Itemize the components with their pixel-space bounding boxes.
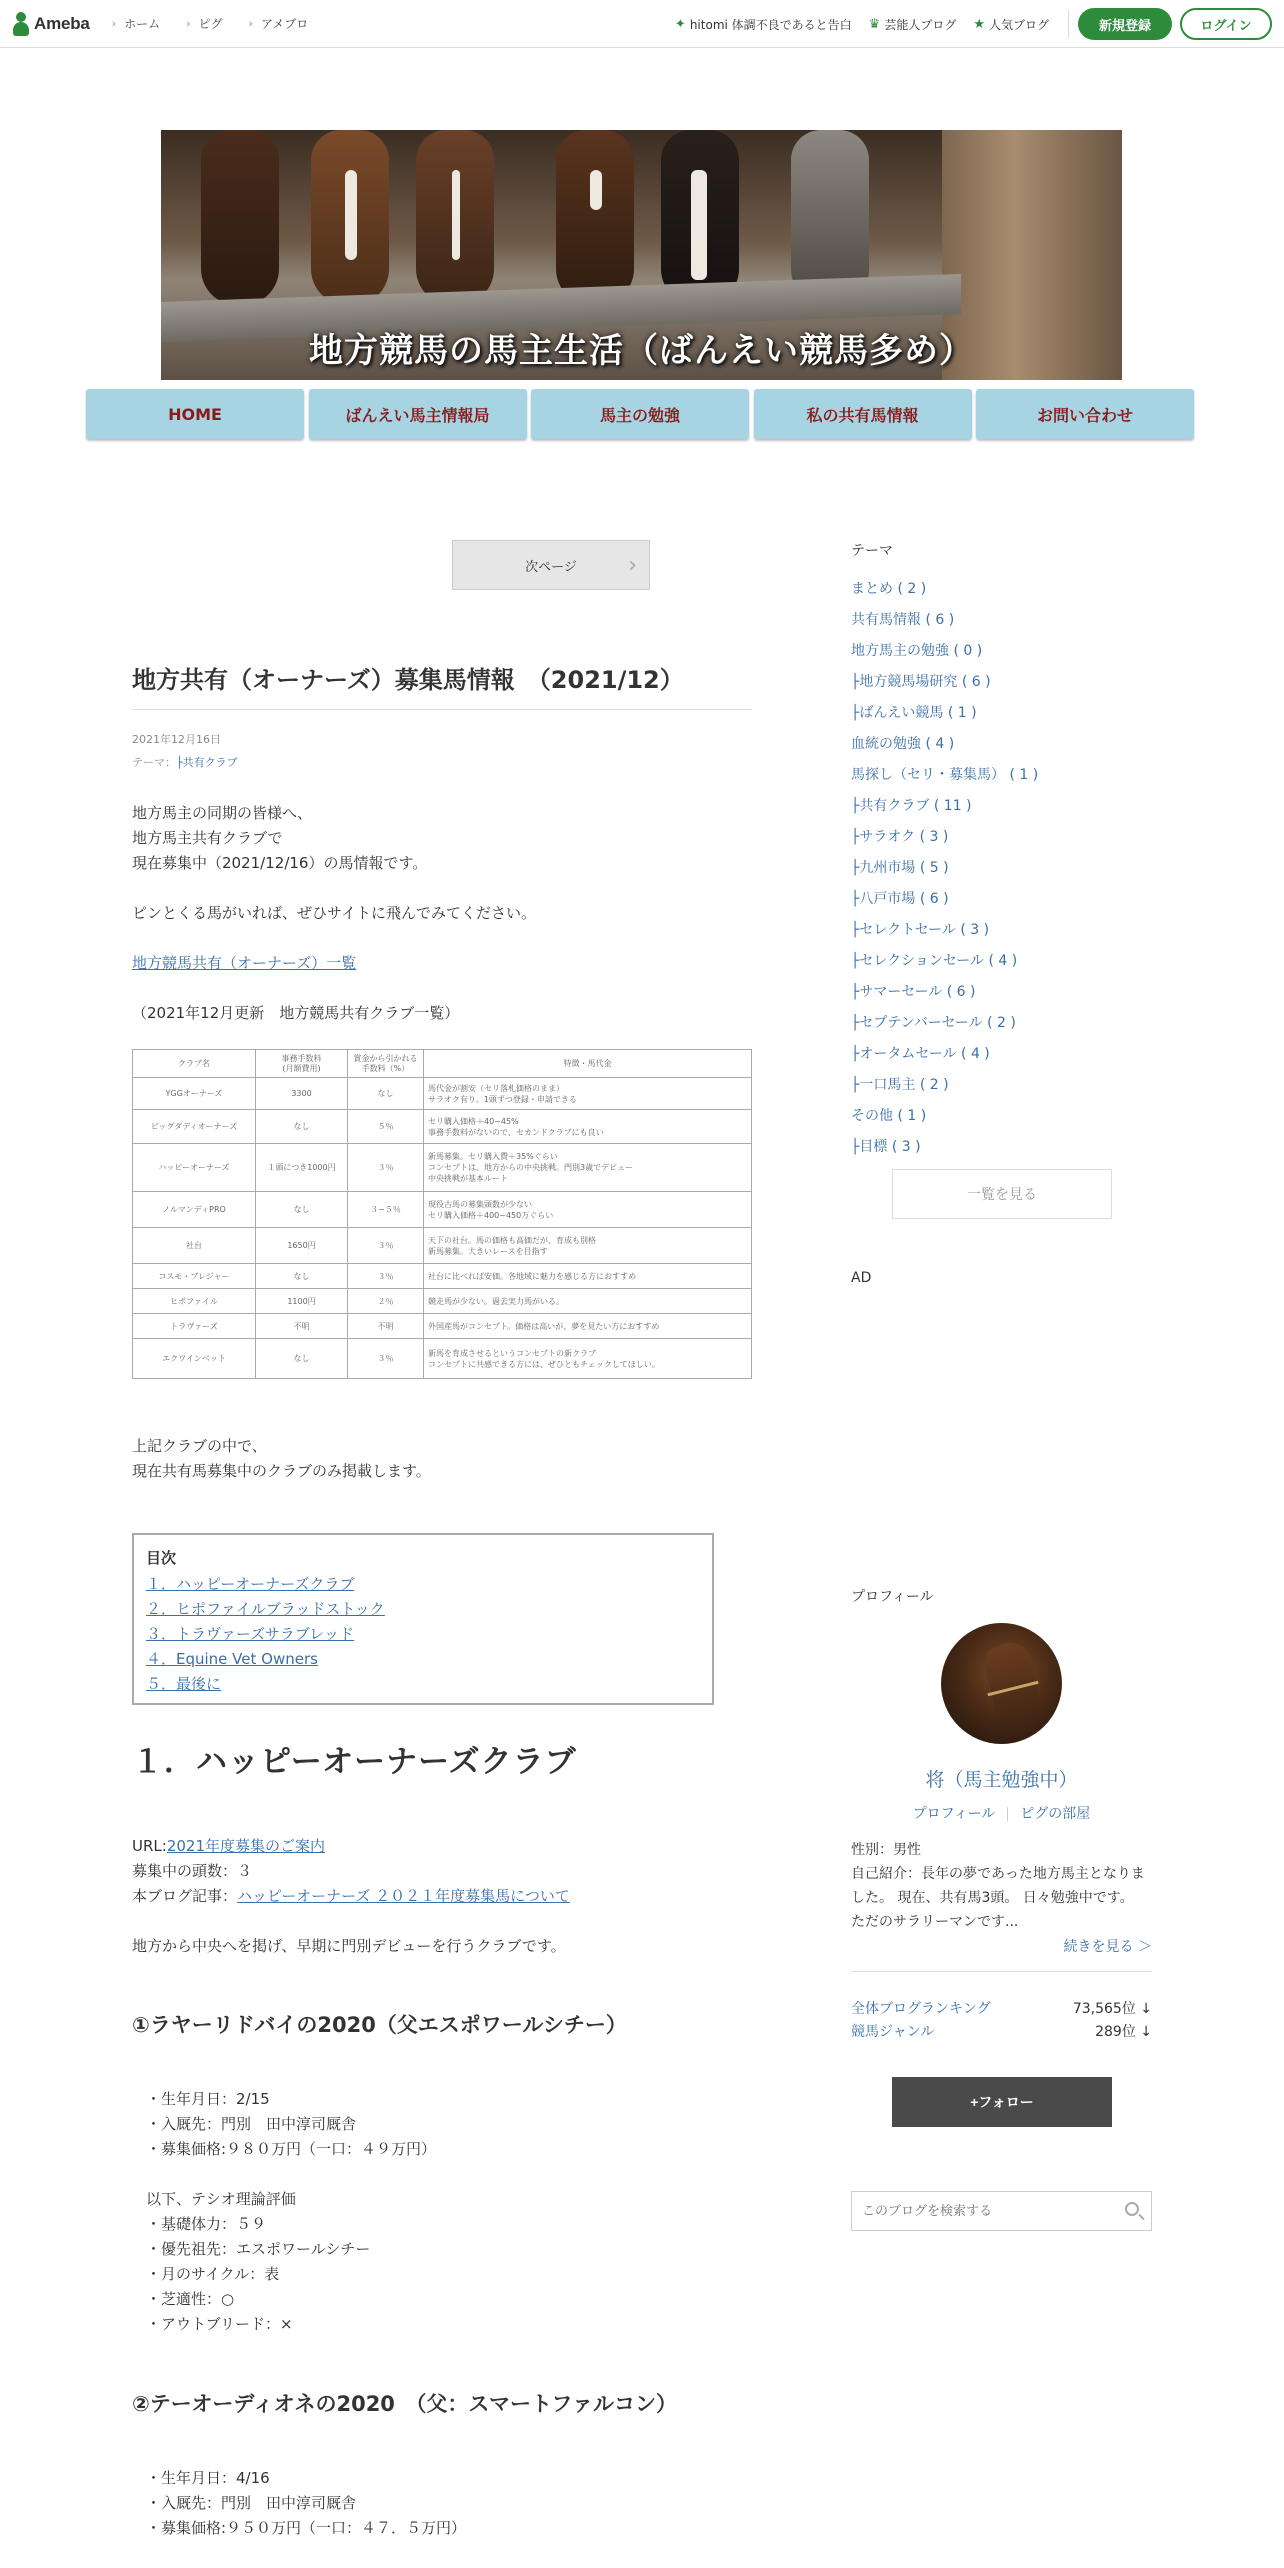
table-cell: 1650円	[256, 1228, 348, 1264]
table-header-row	[133, 1050, 752, 1078]
chevron-right-icon: ›	[186, 17, 191, 30]
entry-theme-prefix: テーマ：	[132, 756, 176, 769]
theme-item[interactable]: ├九州市場 ( 5 )	[851, 860, 949, 876]
horse1-details	[146, 2087, 436, 2162]
celebrity-blog-link[interactable]	[869, 16, 957, 33]
table-row	[133, 1144, 752, 1192]
ranking-genre-label: 競馬ジャンル	[851, 2024, 935, 2040]
url-label: URL:	[132, 1837, 167, 1855]
nav-home-label: ホーム	[124, 17, 161, 31]
entry-theme-link[interactable]: ├共有クラブ	[176, 756, 238, 769]
theme-more-button[interactable]: 一覧を見る	[892, 1169, 1112, 1219]
table-row	[133, 1314, 752, 1339]
table-cell: ビッグダディオーナーズ	[133, 1110, 256, 1144]
theme-item[interactable]: まとめ ( 2 )	[851, 581, 927, 597]
trend-topic-label: hitomi 体調不良であると告白	[689, 17, 852, 32]
profile-gender: 性別：男性	[851, 1842, 921, 1858]
blog-header-banner[interactable]	[161, 130, 1122, 380]
table-cell: ５％	[348, 1110, 424, 1144]
horse2-details	[146, 2466, 466, 2541]
intro-line: 地方馬主の同期の皆様へ、	[132, 804, 313, 822]
profile-link[interactable]: プロフィール	[912, 1806, 996, 1822]
toc-item[interactable]: ４．Equine Vet Owners	[146, 1650, 318, 1668]
nav-ameblo-link[interactable]	[249, 15, 309, 32]
tesio-evaluation	[146, 2187, 370, 2337]
table-cell: エクワインベット	[133, 1339, 256, 1379]
next-page-label: 次ページ	[525, 559, 577, 575]
horse-detail-line: ・生年月日：4/16	[146, 2469, 270, 2487]
table-row	[133, 1264, 752, 1289]
club-table	[132, 1049, 752, 1379]
table-cell: ３~５％	[348, 1192, 424, 1228]
login-button[interactable]: ログイン	[1180, 8, 1272, 40]
blog-article-link[interactable]: ハッピーオーナーズ ２０２１年度募集馬について	[237, 1887, 570, 1905]
global-header	[0, 0, 1284, 48]
header-nav	[112, 15, 335, 32]
popular-blog-label: 人気ブログ	[988, 17, 1049, 32]
theme-item[interactable]: ├サラオク ( 3 )	[851, 829, 949, 845]
pigg-room-link[interactable]: ピグの部屋	[1020, 1806, 1091, 1822]
nav-pigg-label: ピグ	[198, 17, 223, 31]
horse-heading: ①ラヤーリドバイの2020（父エスポワールシチー）	[132, 2013, 627, 2037]
blog-global-nav	[86, 389, 1194, 439]
header-right	[675, 0, 1272, 48]
after-table-line: 上記クラブの中で、	[132, 1437, 267, 1455]
entry-intro	[132, 801, 427, 876]
club-list-link[interactable]: 地方競馬共有（オーナーズ）一覧	[132, 954, 357, 972]
table-cell: ３％	[348, 1264, 424, 1289]
table-cell: 社台	[133, 1228, 256, 1264]
toc-title: 目次	[146, 1549, 177, 1567]
table-cell: 社台に比べれば安価。各地域に魅力を感じる方におすすめ	[424, 1264, 752, 1289]
tesio-line: ・アウトブリード：×	[146, 2315, 293, 2333]
horse-detail-line: ・入厩先：門別 田中淳司厩舎	[146, 2115, 357, 2133]
theme-item[interactable]: ├八戸市場 ( 6 )	[851, 891, 949, 907]
table-header-cell: 特徴・馬代金	[424, 1050, 752, 1078]
toc-item[interactable]: ３．トラヴァーズサラブレッド	[146, 1625, 355, 1643]
theme-item[interactable]: 血統の勉強 ( 4 )	[851, 736, 955, 752]
toc-item[interactable]: １．ハッピーオーナーズクラブ	[146, 1575, 355, 1593]
intro-line: 現在募集中（2021/12/16）の馬情報です。	[132, 854, 428, 872]
recruitment-link[interactable]: 2021年度募集のご案内	[166, 1837, 325, 1855]
gnav-banei-info[interactable]: ばんえい馬主情報局	[309, 389, 527, 439]
horse-detail-line: ・募集価格:９５０万円（一口：４７．５万円）	[146, 2519, 467, 2537]
table-cell: なし	[256, 1110, 348, 1144]
profile-readmore-link[interactable]: 続きを見る ＞	[1063, 1939, 1152, 1955]
table-cell: 3300	[256, 1078, 348, 1110]
toc-item[interactable]: ２．ヒポファイルブラッドストック	[146, 1600, 385, 1618]
table-cell: 1100円	[256, 1289, 348, 1314]
horse-image	[661, 130, 739, 305]
table-cell: ３％	[348, 1339, 424, 1379]
horse-image	[311, 130, 389, 305]
intro-line: 地方馬主共有クラブで	[132, 829, 283, 847]
profile-heading: プロフィール	[851, 1589, 934, 1605]
table-cell: ヒポファイル	[133, 1289, 256, 1314]
table-header-cell: 賞金から引かれる 手数料（%）	[348, 1050, 424, 1078]
nav-home-link[interactable]	[112, 15, 160, 32]
tesio-line: ・月のサイクル：表	[146, 2265, 280, 2283]
theme-item[interactable]: ├オータムセール ( 4 )	[851, 1046, 990, 1062]
gnav-contact[interactable]: お問い合わせ	[976, 389, 1194, 439]
table-row	[133, 1110, 752, 1144]
gnav-my-horses[interactable]: 私の共有馬情報	[754, 389, 972, 439]
ranking-genre-value: 289位 ↓	[1095, 2024, 1152, 2040]
next-page-button[interactable]	[452, 540, 650, 590]
table-cell: ハッピーオーナーズ	[133, 1144, 256, 1192]
table-of-contents	[132, 1533, 714, 1705]
after-table-line: 現在共有馬募集中のクラブのみ掲載します。	[132, 1462, 431, 1480]
table-cell: ３％	[348, 1144, 424, 1192]
table-cell: 外国産馬がコンセプト。価格は高いが、夢を見たい方におすすめ	[424, 1314, 752, 1339]
table-cell: 新馬募集。セリ購入費＋35%ぐらい コンセプトは、地方からの中央挑戦。門別3歳でデビュー 中央挑戦が基本ルート	[424, 1144, 752, 1192]
blog-title: 地方競馬の馬主生活（ばんえい競馬多め）	[309, 331, 974, 371]
horse-image	[416, 130, 494, 305]
blog-search-input[interactable]	[862, 2204, 1112, 2219]
table-cell: コスモ・ブレジャー	[133, 1264, 256, 1289]
table-cell: YGGオーナーズ	[133, 1078, 256, 1110]
table-cell: ノルマンディPRO	[133, 1192, 256, 1228]
table-row	[133, 1228, 752, 1264]
theme-item[interactable]: ├地方競馬場研究 ( 6 )	[851, 674, 991, 690]
spark-icon: ✦	[674, 16, 686, 32]
horse-detail-line: ・募集価格:９８０万円（一口：４９万円）	[146, 2140, 437, 2158]
chevron-right-icon: ›	[628, 553, 637, 578]
tesio-intro: 以下、テシオ理論評価	[146, 2190, 296, 2208]
gnav-home[interactable]: HOME	[86, 389, 304, 439]
table-cell: １頭につき1000円	[256, 1144, 348, 1192]
profile-name[interactable]: 将（馬主勉強中）	[925, 1769, 1078, 1791]
header-divider	[1068, 10, 1069, 38]
horse-image	[201, 130, 279, 305]
theme-heading: テーマ	[851, 543, 893, 559]
table-row	[133, 1192, 752, 1228]
horse-detail-line: ・入厩先：門別 田中淳司厩舎	[146, 2494, 357, 2512]
table-cell: ２％	[348, 1289, 424, 1314]
theme-item[interactable]: ├セプテンバーセール ( 2 )	[851, 1015, 1016, 1031]
theme-item[interactable]: その他 ( 1 )	[851, 1108, 927, 1124]
entry-title: 地方共有（オーナーズ）募集馬情報 （2021/12）	[132, 660, 752, 710]
tesio-line: ・優先祖先：エスポワールシチー	[146, 2240, 371, 2258]
popular-blog-link[interactable]	[973, 16, 1049, 33]
theme-item[interactable]: 共有馬情報 ( 6 )	[851, 612, 955, 628]
link-divider	[1007, 1807, 1008, 1821]
logo-text: Ameba	[34, 13, 90, 33]
table-cell: なし	[256, 1264, 348, 1289]
gnav-study[interactable]: 馬主の勉強	[531, 389, 749, 439]
ranking-overall[interactable]	[851, 1998, 1152, 2018]
ad-label: AD	[851, 1270, 872, 1286]
horse-heading: ②テーオーディオネの2020 （父：スマートファルコン）	[132, 2392, 677, 2416]
count-line: 募集中の頭数：３	[132, 1862, 253, 1880]
theme-item[interactable]: ├ばんえい競馬 ( 1 )	[851, 705, 977, 721]
theme-item[interactable]: ├セレクションセール ( 4 )	[851, 953, 1018, 969]
table-row	[133, 1078, 752, 1110]
tesio-line: ・芝適性：○	[146, 2290, 235, 2308]
chevron-right-icon: ›	[111, 17, 117, 30]
search-icon[interactable]	[1125, 2202, 1139, 2216]
nav-ameblo-label: アメブロ	[260, 17, 309, 31]
sidebar	[851, 540, 1152, 2110]
ranking-overall-label: 全体ブログランキング	[851, 2001, 991, 2017]
blog-line	[132, 1884, 570, 1909]
table-cell: 不明	[256, 1314, 348, 1339]
table-cell: 不明	[348, 1314, 424, 1339]
table-row	[133, 1339, 752, 1379]
trend-topic-link[interactable]	[675, 16, 852, 33]
table-caption: （2021年12月更新 地方競馬共有クラブ一覧）	[132, 1004, 460, 1022]
nav-pigg-link[interactable]	[186, 15, 222, 32]
theme-list	[851, 574, 1152, 1163]
profile-text	[851, 1838, 1152, 1934]
theme-item[interactable]: ├サマーセール ( 6 )	[851, 984, 976, 1000]
table-cell: ３％	[348, 1228, 424, 1264]
table-cell: 現役古馬の募集頭数が少ない セリ購入価格＋400~450万ぐらい	[424, 1192, 752, 1228]
theme-item[interactable]: 地方馬主の勉強 ( 0 )	[851, 643, 983, 659]
tesio-line: ・基礎体力：５９	[146, 2215, 267, 2233]
theme-item[interactable]: ├一口馬主 ( 2 )	[851, 1077, 949, 1093]
table-header-cell: クラブ名	[133, 1050, 256, 1078]
table-cell: 馬代金が割安（セリ落札価格のまま） サラオク有り。1頭ずつ登録・申請できる	[424, 1078, 752, 1110]
table-cell: なし	[256, 1192, 348, 1228]
table-cell: 天下の社台。馬の価格も高価だが、育成も別格 新馬募集。大きいレースを目指す	[424, 1228, 752, 1264]
theme-item[interactable]: ├目標 ( 3 )	[851, 1139, 921, 1155]
table-row	[133, 1289, 752, 1314]
table-header-cell: 事務手数料 (月額費用)	[256, 1050, 348, 1078]
signup-button[interactable]: 新規登録	[1078, 8, 1172, 40]
blog-label: 本ブログ記事：	[132, 1887, 238, 1905]
crown-icon: ♛	[868, 16, 881, 32]
table-cell: セリ購入価格＋40~45% 事務手数料がないので、セカンドクラブにも良い	[424, 1110, 752, 1144]
theme-item[interactable]: 馬探し（セリ・募集馬） ( 1 )	[851, 767, 1039, 783]
section-heading: １．ハッピーオーナーズクラブ	[132, 1744, 577, 1780]
entry-date: 2021年12月16日	[132, 733, 221, 746]
entry-list-link-wrap	[132, 951, 356, 976]
table-cell: なし	[348, 1078, 424, 1110]
ameba-logo-icon	[12, 12, 30, 36]
profile-intro: 自己紹介：長年の夢であった地方馬主となりました。 現在、共有馬3頭。 日々勉強中です。 ただのサラリーマンです...	[851, 1866, 1145, 1930]
club-info	[132, 1834, 570, 1909]
table-cell: 新馬を育成させるというコンセプトの新クラブ コンセプトに共感できる方には、ぜひともチェックしてほしい。	[424, 1339, 752, 1379]
sidebar-divider	[851, 1971, 1152, 1972]
ameba-logo[interactable]	[12, 0, 90, 48]
profile-links	[851, 1803, 1152, 1823]
star-icon: ★	[973, 16, 985, 32]
table-cell: なし	[256, 1339, 348, 1379]
url-line	[132, 1834, 570, 1859]
theme-item[interactable]: ├セレクトセール ( 3 )	[851, 922, 990, 938]
toc-item[interactable]: ５．最後に	[146, 1675, 222, 1693]
follow-button[interactable]: +フォロー	[892, 2077, 1112, 2127]
horse-detail-line: ・生年月日：2/15	[146, 2090, 270, 2108]
blog-search	[851, 2191, 1152, 2231]
ranking-genre[interactable]	[851, 2021, 1152, 2041]
celebrity-blog-label: 芸能人ブログ	[884, 17, 957, 32]
horse-image	[556, 130, 634, 305]
table-cell: トラヴァーズ	[133, 1314, 256, 1339]
club-description: 地方から中央へを掲げ、早期に門別デビューを行うクラブです。	[132, 1937, 566, 1955]
chevron-right-icon: ›	[248, 17, 253, 30]
after-table-text	[132, 1434, 431, 1484]
entry-theme	[132, 754, 238, 770]
table-cell: 競走馬が少ない。過去実力馬がいる。	[424, 1289, 752, 1314]
profile-avatar[interactable]	[941, 1623, 1062, 1744]
entry-invite: ピンとくる馬がいれば、ぜひサイトに飛んでみてください。	[132, 904, 536, 922]
ranking-overall-value: 73,565位 ↓	[1072, 2001, 1152, 2017]
theme-item[interactable]: ├共有クラブ ( 11 )	[851, 798, 972, 814]
